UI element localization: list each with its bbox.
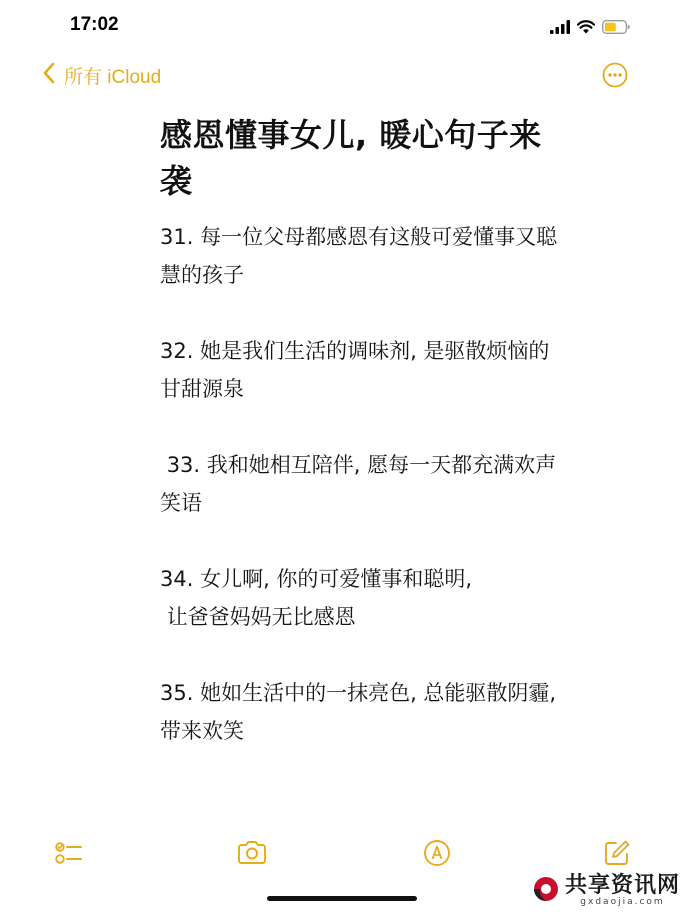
ellipsis-circle-icon (602, 73, 628, 92)
watermark-text (565, 873, 680, 908)
note-title: 感恩懂事女儿, 暖心句子来袭 (160, 116, 542, 200)
nav-bar (0, 56, 684, 96)
battery-icon (602, 20, 630, 34)
watermark-title: 共享资讯网 (564, 872, 680, 898)
markup-button[interactable] (422, 838, 452, 868)
checklist-button[interactable] (54, 838, 84, 868)
status-icons (550, 17, 630, 37)
wifi-icon (577, 20, 595, 34)
status-time: 17:02 (70, 14, 119, 35)
chevron-left-icon (42, 62, 56, 88)
camera-icon (236, 838, 266, 868)
home-indicator (267, 896, 417, 901)
bottom-toolbar (0, 832, 684, 872)
compose-button[interactable] (602, 838, 632, 868)
note-paragraph-32: 32. 她是我们生活的调味剂, 是驱散烦恼的甘甜源泉 (160, 339, 550, 401)
back-label: 所有 iCloud (64, 66, 162, 88)
checklist-icon (54, 838, 84, 868)
watermark-logo-icon (531, 874, 561, 908)
watermark-domain: gxdaojia.com (580, 897, 665, 907)
note-paragraph-33: 33. 我和她相互陪伴, 愿每一天都充满欢声笑语 (160, 453, 557, 515)
back-button[interactable] (42, 60, 161, 90)
camera-button[interactable] (236, 838, 266, 868)
note-paragraph-35: 35. 她如生活中的一抹亮色, 总能驱散阴霾, 带来欢笑 (160, 681, 563, 743)
cellular-signal-icon (550, 20, 570, 34)
more-button[interactable] (602, 62, 628, 88)
note-body (160, 218, 563, 750)
watermark (531, 873, 680, 908)
markup-icon (422, 838, 452, 868)
note-paragraph-31: 31. 每一位父母都感恩有这般可爱懂事又聪慧的孩子 (160, 225, 558, 287)
status-bar (0, 0, 684, 52)
note-paragraph-34: 34. 女儿啊, 你的可爱懂事和聪明, 让爸爸妈妈无比感恩 (160, 567, 473, 629)
note-content[interactable] (160, 112, 563, 788)
compose-icon (602, 838, 632, 868)
